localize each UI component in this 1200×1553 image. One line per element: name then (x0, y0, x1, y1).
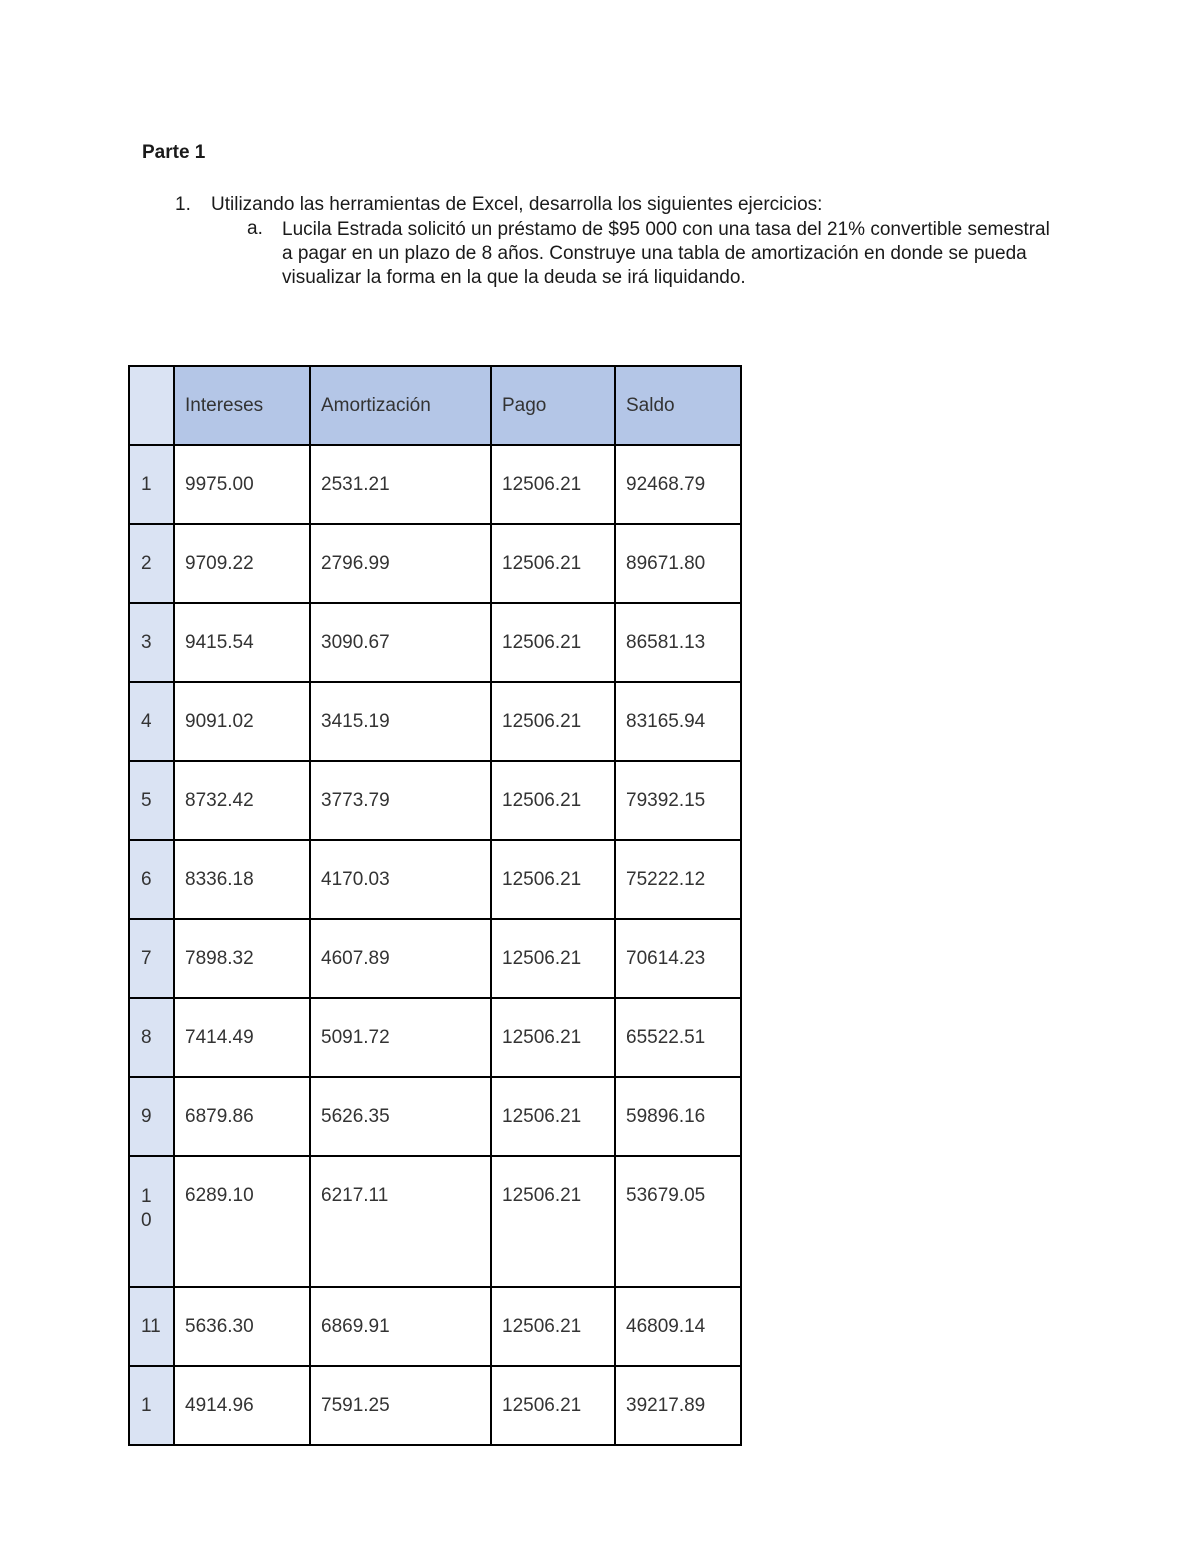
intereses-cell: 6289.10 (174, 1156, 310, 1287)
table-header-row (129, 366, 741, 445)
table-row (129, 1366, 741, 1445)
saldo-cell: 39217.89 (615, 1366, 741, 1445)
table-row (129, 524, 741, 603)
pago-cell: 12506.21 (491, 840, 615, 919)
header-pago: Pago (491, 366, 615, 445)
table-row (129, 603, 741, 682)
pago-cell: 12506.21 (491, 682, 615, 761)
saldo-cell: 70614.23 (615, 919, 741, 998)
amortizacion-cell: 5091.72 (310, 998, 491, 1077)
section-heading: Parte 1 (142, 142, 206, 163)
pago-cell: 12506.21 (491, 1156, 615, 1287)
table-row (129, 682, 741, 761)
table-row (129, 1077, 741, 1156)
saldo-cell: 89671.80 (615, 524, 741, 603)
amortizacion-cell: 3415.19 (310, 682, 491, 761)
saldo-cell: 79392.15 (615, 761, 741, 840)
header-amortizacion: Amortización (310, 366, 491, 445)
table-row (129, 1287, 741, 1366)
pago-cell: 12506.21 (491, 1366, 615, 1445)
pago-cell: 12506.21 (491, 524, 615, 603)
row-number-cell: 2 (129, 524, 174, 603)
amortizacion-cell: 7591.25 (310, 1366, 491, 1445)
pago-cell: 12506.21 (491, 603, 615, 682)
row-number-cell: 6 (129, 840, 174, 919)
row-number-cell: 1 0 (129, 1156, 174, 1287)
row-number-cell: 5 (129, 761, 174, 840)
pago-cell: 12506.21 (491, 445, 615, 524)
table-row (129, 1156, 741, 1287)
intereses-cell: 9709.22 (174, 524, 310, 603)
amortizacion-cell: 4607.89 (310, 919, 491, 998)
pago-cell: 12506.21 (491, 919, 615, 998)
row-number-cell: 9 (129, 1077, 174, 1156)
header-corner-cell (129, 366, 174, 445)
row-number-cell: 3 (129, 603, 174, 682)
list-item-number: 1. (175, 194, 191, 215)
intereses-cell: 7898.32 (174, 919, 310, 998)
row-number-cell: 4 (129, 682, 174, 761)
table-body (129, 445, 741, 1445)
amortizacion-cell: 6217.11 (310, 1156, 491, 1287)
pago-cell: 12506.21 (491, 1077, 615, 1156)
saldo-cell: 46809.14 (615, 1287, 741, 1366)
intereses-cell: 9415.54 (174, 603, 310, 682)
pago-cell: 12506.21 (491, 998, 615, 1077)
intereses-cell: 6879.86 (174, 1077, 310, 1156)
table-row (129, 445, 741, 524)
saldo-cell: 65522.51 (615, 998, 741, 1077)
amortizacion-cell: 3090.67 (310, 603, 491, 682)
amortizacion-cell: 4170.03 (310, 840, 491, 919)
intereses-cell: 8732.42 (174, 761, 310, 840)
row-number-cell: 11 (129, 1287, 174, 1366)
header-saldo: Saldo (615, 366, 741, 445)
saldo-cell: 83165.94 (615, 682, 741, 761)
saldo-cell: 86581.13 (615, 603, 741, 682)
pago-cell: 12506.21 (491, 761, 615, 840)
intereses-cell: 5636.30 (174, 1287, 310, 1366)
saldo-cell: 92468.79 (615, 445, 741, 524)
amortizacion-cell: 2796.99 (310, 524, 491, 603)
amortizacion-cell: 6869.91 (310, 1287, 491, 1366)
amortizacion-cell: 2531.21 (310, 445, 491, 524)
intereses-cell: 8336.18 (174, 840, 310, 919)
intereses-cell: 9975.00 (174, 445, 310, 524)
pago-cell: 12506.21 (491, 1287, 615, 1366)
table-row (129, 919, 741, 998)
saldo-cell: 53679.05 (615, 1156, 741, 1287)
table-row (129, 998, 741, 1077)
header-intereses: Intereses (174, 366, 310, 445)
row-number-cell: 1 (129, 445, 174, 524)
row-number-cell: 7 (129, 919, 174, 998)
sublist-item-text: Lucila Estrada solicitó un préstamo de $95 000 con una tasa del 21% convertible semestral a pagar en un plazo de 8 años. Construye una tabla de amortización en donde se pueda visualizar la forma en la que la deuda se irá liquidando. (282, 219, 1050, 288)
table-row (129, 761, 741, 840)
table-row (129, 840, 741, 919)
amortization-table-container (128, 365, 742, 1416)
intereses-cell: 7414.49 (174, 998, 310, 1077)
amortization-table (128, 365, 742, 1446)
intereses-cell: 9091.02 (174, 682, 310, 761)
saldo-cell: 75222.12 (615, 840, 741, 919)
list-item-text: Utilizando las herramientas de Excel, desarrolla los siguientes ejercicios: (211, 194, 823, 215)
amortizacion-cell: 5626.35 (310, 1077, 491, 1156)
saldo-cell: 59896.16 (615, 1077, 741, 1156)
sublist-item-letter: a. (247, 218, 263, 239)
amortizacion-cell: 3773.79 (310, 761, 491, 840)
intereses-cell: 4914.96 (174, 1366, 310, 1445)
row-number-cell: 1 (129, 1366, 174, 1445)
row-number-cell: 8 (129, 998, 174, 1077)
